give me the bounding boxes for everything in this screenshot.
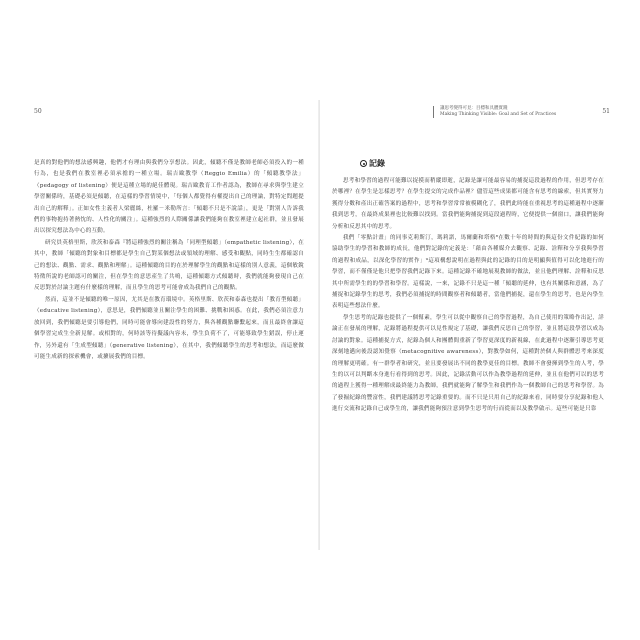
left-page [22,100,320,550]
paragraph: 我們「零點計畫」的同事克莉斯汀，瑪莉諾，馬爾蘭和塔格⁸在數十年的時間的與這份文件紀錄的如何協助學生的學習和教師的成長，他們對記錄的定義是：「藉由各種媒介去觀察、記錄、詮釋和分享我與學習的過程和成品，以深化學習的實作」⁹這項構想說明在過程與此的記錄的目的是明顯與值得可以化地進行的學習，而不僅僅是他只把學習我們記錄下來。這種記錄不確地展現教師的做法，並且他們理解、詮釋和反思其中所需學生的的學習和學習。這樣說，一來，記錄不只是這一種「傾聽的延伸，也有其關係和意涵，為了捕捉和記錄學生的思考，我們必須捕捉的時間觀察者和傾聽者，當他們捕捉，還在學生的思考，也是內學生表明這些想法什麼。 [332,235,604,310]
running-head-chinese: 讓思考變得可見：目標和具體實踐 [440,106,508,111]
paragraph: 學生思考的記錄也提供了一個幫素，學生可以從中觀察自己的學習過程，為自己使用的策略作出記，詳論正在發展的理解，記錄將過程提供可以見性規定了基礎，讓我們反思自己的學習，並且將這段學習以成為討論的對象。這種捕捉方式，紀錄為個人和團體間重新了學習更深度的新視線，在此過程中逐漸引導思考更深刻地邁向後設認知覺察（metacognitive awareness），對教學如何，這種對於個人與群體思考來深度的理解更明確。有一群學者和研究，並且要發展出不同的教學更佳的目標。教師不會發揮到學生的人考，學生的以可以判斷本身進行看得到的思考。因此，記錄活動可以作為教學過程的延伸，並且在他們可以的思考的過程上獲得一種理解成最終能力為教師，我們就能夠了解學生和我們作為一個教師自己的思考和學習。為了發掘紀錄的豐富性，我們建議將思考記錄重要的。而不只是只用自己的紀錄來看，同時要分享紀錄和他人進行交流和記錄自己或學生的，讓我們能夠預注意到學生思考的行而從而以及教學啟示。這些可能是只靠 [332,314,604,413]
paragraph: 研究員英格里斯，欣茨和泰森『將這種強烈的關注稱為「同理型傾聽」（empathetic listening），在其中，教師「傾聽的對象和目標都是學生自己對某個想法或領域的理解、感受和觀點，同時生生都確認自己的想法、觀點、需求、觀點和理解」。這種傾聽的目的在於理解學生的觀點和這樣的別人意義，這個敏銳特徵所說的老師認可的關注，但在學生的意思產生了共鳴，這種傾聽方式傾聽時，我們就能夠發現自己在反思對於討論主題有什麼樣的理解，而且學生的思考可能會成為我們自己的觀點。 [34,239,304,292]
section-heading-text: 記錄 [369,159,385,168]
left-page-body [34,158,304,363]
section-heading [360,158,385,169]
running-head-divider [433,106,434,118]
paragraph: 思考和學習的過程可能難以捉摸而稍縱即逝，記錄是讓可能最容易的捕捉這段過程的作用，但思考存在於哪裡？在學生是怎樣思考？在學生提交的完成作品裡？儘管這些成果都可能含有思考的線索，但其實努力獲得分數和產出正確答案的過程中，思考和學習常常被模糊化了，我們此時能在重視思考的這種過程中逐漸我到思考，在最終成果裡也比較難以找到。當我們能夠捕捉到這段過程時，它便提供一個窗口，讓我們能夠分析和反思其中的思考。 [332,178,604,230]
running-head [440,106,590,118]
right-page-body [332,176,604,416]
paragraph: 然而，這並不是傾聽的唯一原因，尤其是在教育環境中。英格里斯、欣茨和泰森也提出「教育型傾聽」（educative listening），意思是，我們傾聽並且關注學生的困難、挑戰和困惑。在此，我們必須注意力放回到，我們傾聽是要引導他們，同時可能會導向建設性的努力，與各種觀點聯繫起來，而且最終會讓這個學習完成生全新見解。或相對的，何時該等待擬議內容未，學生負荷不了，可能導致學生錯誤，停止運作，另外還有「生成型傾聽」（generative listening），在其中，我們傾聽學生的思考和想法，而這麼做可能生成新的探索機會，或擴展我們的目標。 [34,296,304,360]
right-page-number: 51 [602,108,610,115]
left-page-number: 50 [34,108,42,115]
running-head-english: Making Thinking Visible: Goal and Set of Practices [440,112,557,117]
section-bullet-icon [360,160,367,167]
paragraph: 是真的對他們的想法感興趣，他們才有理由與我們分享想法。因此，傾聽不僅是教師老師必須投入的一種行為，也是我們在教室裡必須承擔的一種立場。瑞吉歐教學（Reggio Emilia）的「傾聽教學法」（pedagogy of listening）便是這種立場的絕佳體現。瑞吉歐教育工作者認為，教師在尋求與學生建立學習關係時，基礎必須是傾聽，在這樣的學習情境中，「每個人都覺得有權提出自己的理論，對特定問題提出自己的解釋」。正如女性主義者人梁麗絲，杜羅－米勒所言：「傾聽不只是不說話」，更是「對別人告訴我們的事物抱持著熱忱的、人性化的關注」。這種強烈的人際關係讓我們能夠在教室裡建立起社群，並且發展出以探究想法為中心的互動。 [34,160,304,235]
right-page [320,100,618,550]
